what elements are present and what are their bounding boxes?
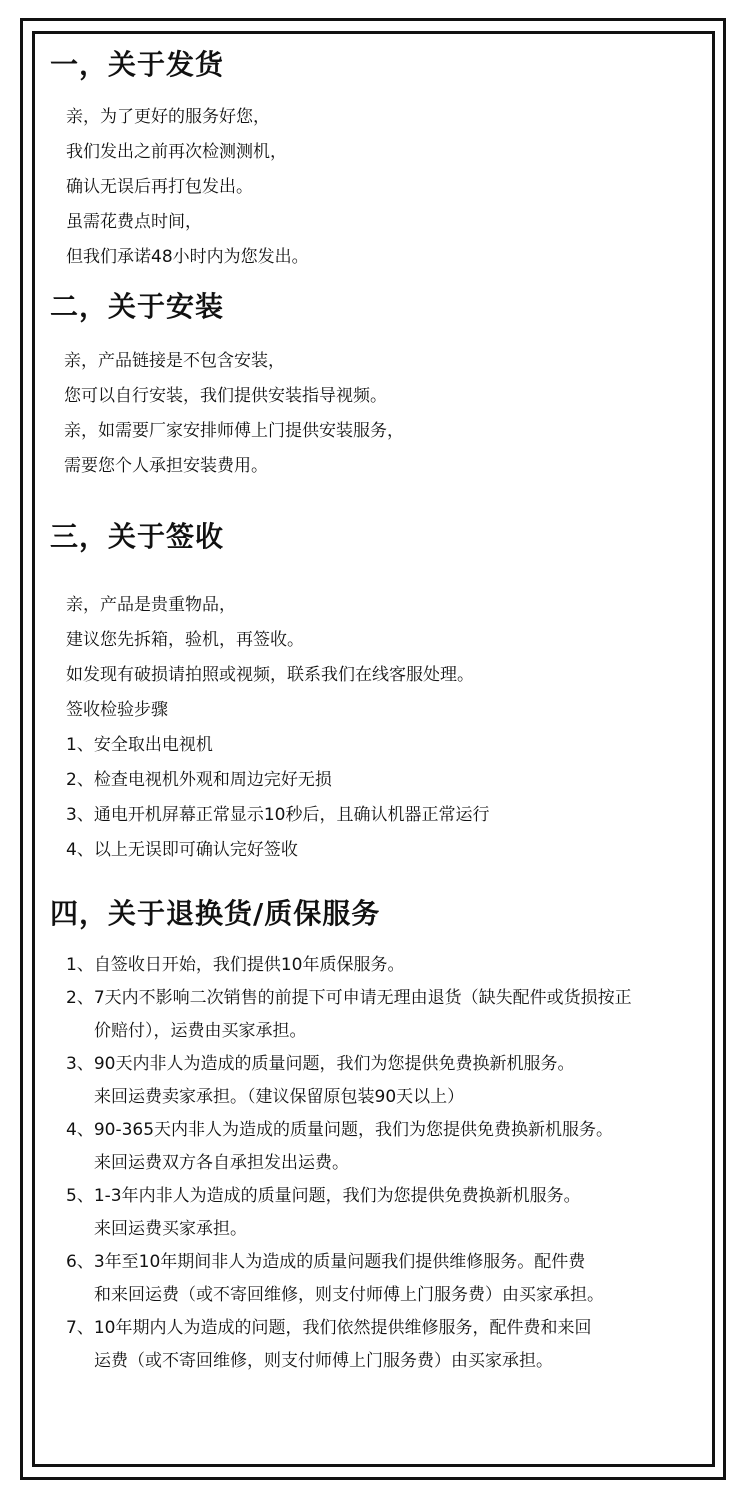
section-heading: 二，关于安装 (50, 290, 225, 323)
section-heading: 四，关于退换货/质保服务 (50, 897, 381, 930)
text-line: 您可以自行安装，我们提供安装指导视频。 (64, 386, 387, 406)
step-item: 1、安全取出电视机 (66, 735, 213, 755)
text-line: 亲，产品是贵重物品， (66, 595, 236, 615)
service-item-continuation: 运费（或不寄回维修，则支付师傅上门服务费）由买家承担。 (94, 1351, 553, 1371)
service-item-line: 3、90天内非人为造成的质量问题，我们为您提供免费换新机服务。 (66, 1054, 575, 1074)
service-item-line: 4、90-365天内非人为造成的质量问题，我们为您提供免费换新机服务。 (66, 1120, 614, 1140)
service-item-line: 1、自签收日开始，我们提供10年质保服务。 (66, 955, 405, 975)
section-returns-warranty (50, 897, 710, 1378)
section-installation (50, 290, 710, 484)
service-item-line: 7、10年期内人为造成的问题，我们依然提供维修服务，配件费和来回 (66, 1318, 592, 1338)
service-item (66, 1114, 710, 1180)
text-line: 但我们承诺48小时内为您发出。 (66, 247, 309, 267)
service-item (66, 1180, 710, 1246)
service-item (66, 982, 710, 1048)
text-line: 确认无误后再打包发出。 (66, 177, 253, 197)
text-line: 如发现有破损请拍照或视频，联系我们在线客服处理。 (66, 665, 474, 685)
service-item-line: 6、3年至10年期间非人为造成的质量问题我们提供维修服务。配件费 (66, 1252, 586, 1272)
section-body (50, 588, 710, 728)
text-line: 建议您先拆箱，验机，再签收。 (66, 630, 304, 650)
service-item-line: 5、1-3年内非人为造成的质量问题，我们为您提供免费换新机服务。 (66, 1186, 581, 1206)
service-item (66, 1312, 710, 1378)
section-receipt (50, 520, 710, 868)
inspection-steps (50, 728, 710, 868)
step-item: 3、通电开机屏幕正常显示10秒后，且确认机器正常运行 (66, 805, 490, 825)
section-shipping (50, 48, 710, 275)
service-item (66, 1246, 710, 1312)
text-line: 亲，如需要厂家安排师傅上门提供安装服务， (64, 421, 404, 441)
step-item: 4、以上无误即可确认完好签收 (66, 840, 298, 860)
service-item-continuation: 来回运费双方各自承担发出运费。 (94, 1153, 349, 1173)
text-line: 亲，为了更好的服务好您， (66, 107, 270, 127)
section-body (50, 100, 710, 275)
text-line: 我们发出之前再次检测测机， (66, 142, 287, 162)
service-item-continuation: 价赔付），运费由买家承担。 (94, 1021, 307, 1041)
section-body (50, 344, 710, 484)
service-item-continuation: 和来回运费（或不寄回维修，则支付师傅上门服务费）由买家承担。 (94, 1285, 604, 1305)
section-heading: 三，关于签收 (50, 520, 225, 553)
text-line: 签收检验步骤 (66, 700, 168, 720)
text-line: 亲，产品链接是不包含安装， (64, 351, 285, 371)
text-line: 虽需花费点时间， (66, 212, 202, 232)
service-item-line: 2、7天内不影响二次销售的前提下可申请无理由退货（缺失配件或货损按正 (66, 988, 632, 1008)
step-item: 2、检查电视机外观和周边完好无损 (66, 770, 332, 790)
service-item (66, 949, 710, 982)
service-item-continuation: 来回运费买家承担。 (94, 1219, 247, 1239)
service-list (50, 949, 710, 1378)
text-line: 需要您个人承担安装费用。 (64, 456, 268, 476)
service-item (66, 1048, 710, 1114)
section-heading: 一，关于发货 (50, 48, 225, 81)
service-item-continuation: 来回运费卖家承担。（建议保留原包装90天以上） (94, 1087, 465, 1107)
